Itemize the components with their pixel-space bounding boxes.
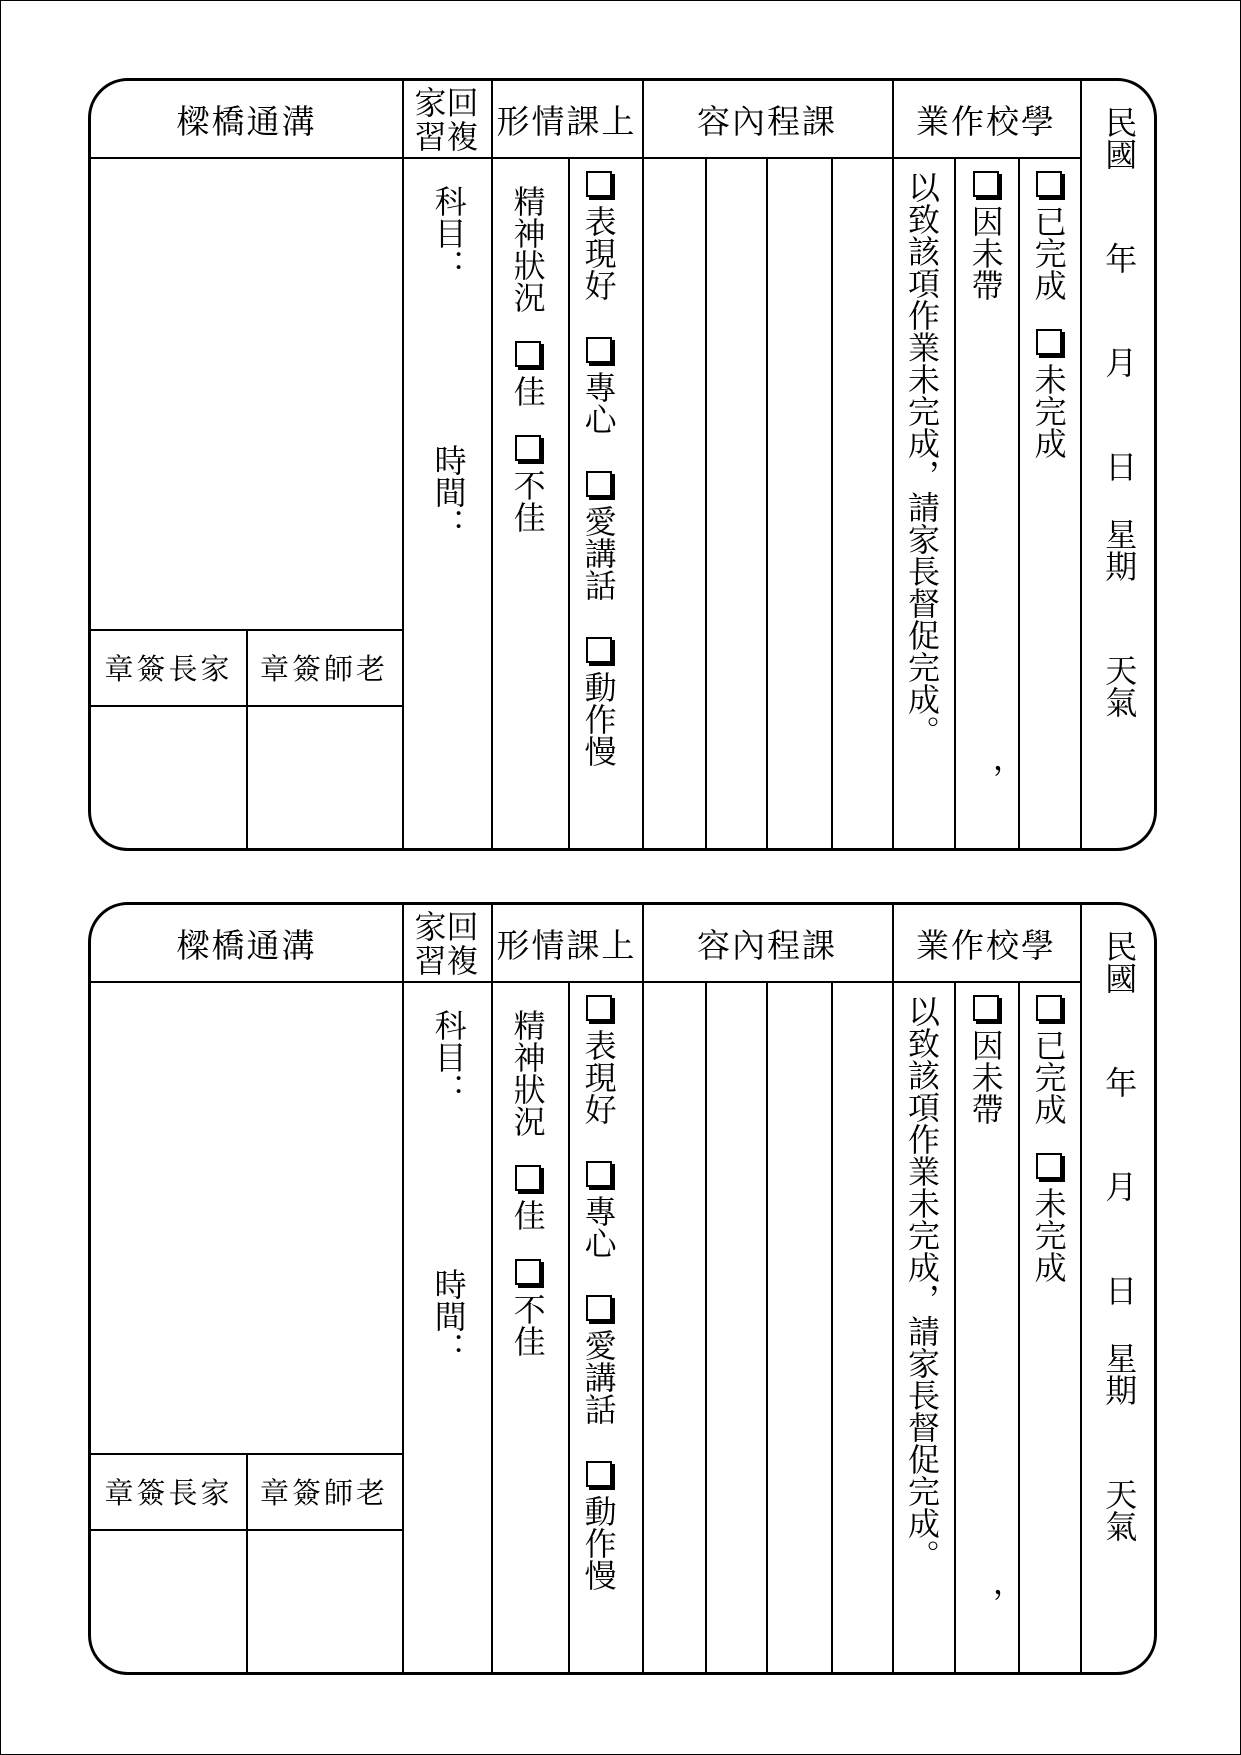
header-divider [91,157,1080,159]
parent-signature-label: 章簽長家 [104,651,233,686]
divider [705,157,707,851]
forgot-checkbox[interactable] [973,995,999,1021]
header-homework: 業作校學 [916,925,1056,965]
good-label: 表現好 [579,1029,618,1125]
divider [491,905,493,1675]
date-weather: 天氣 [1100,1478,1139,1542]
date-weekday: 星期 [1100,518,1139,582]
homework-notice: 以致該項作業未完成，請家長督促完成。 [903,171,941,747]
done-checkbox[interactable] [1036,171,1062,197]
good-label: 表現好 [579,205,618,301]
header-class-status: 形情課上 [496,925,637,965]
not-done-label: 未完成 [1029,363,1068,459]
divider [491,81,493,851]
date-column [1100,106,1139,718]
contact-book-card-1 [88,78,1157,851]
chatty-label: 愛講話 [579,505,618,601]
forgot-label: 因未帶 [966,1029,1005,1125]
date-weekday: 星期 [1100,1342,1139,1406]
divider [1080,81,1082,851]
homework-notice: 以致該項作業未完成，請家長督促完成。 [903,995,941,1571]
divider [568,981,570,1675]
divider [766,157,768,851]
divider [1018,981,1020,1675]
signature-divider-bottom [91,1529,402,1531]
good-checkbox[interactable] [586,171,612,197]
date-day: 日 [1100,1274,1139,1306]
header-review [402,86,491,154]
divider [831,981,833,1675]
teacher-signature-label: 章簽師老 [259,1475,388,1510]
slow-label: 動作慢 [579,671,618,767]
divider [402,905,404,1675]
fine-label: 佳 [508,375,547,407]
date-weather: 天氣 [1100,654,1139,718]
fine-checkbox[interactable] [515,341,541,367]
chatty-label: 愛講話 [579,1329,618,1425]
focus-label: 專心 [579,371,618,435]
divider [402,81,404,851]
slow-checkbox[interactable] [586,1461,612,1487]
slow-label: 動作慢 [579,1495,618,1591]
done-checkbox[interactable] [1036,995,1062,1021]
header-review-line-2: 習複 [414,942,479,980]
divider [705,981,707,1675]
forgot-column [966,995,1005,1125]
homework-status-column [1029,171,1068,459]
divider [1018,157,1020,851]
forgot-column [966,171,1005,301]
date-min-guo: 民國 [1100,106,1139,170]
divider [568,157,570,851]
poor-checkbox[interactable] [515,435,541,461]
date-month: 月 [1100,1170,1139,1202]
date-year: 年 [1100,1066,1139,1098]
review-subject: 科目： [429,185,468,281]
date-column [1100,930,1139,1542]
forgot-checkbox[interactable] [973,171,999,197]
review-time: 時間： [429,444,468,540]
good-checkbox[interactable] [586,995,612,1021]
spirit-label: 精神狀況 [508,1009,547,1137]
header-course: 容內程課 [697,925,837,965]
homework-status-column [1029,995,1068,1283]
header-homework: 業作校學 [916,101,1056,141]
chatty-checkbox[interactable] [586,1295,612,1321]
focus-checkbox[interactable] [586,337,612,363]
fine-checkbox[interactable] [515,1165,541,1191]
header-review-line-2: 習複 [414,118,479,156]
focus-checkbox[interactable] [586,1161,612,1187]
review-time: 時間： [429,1268,468,1364]
divider [954,157,956,851]
date-min-guo: 民國 [1100,930,1139,994]
spirit-label: 精神狀況 [508,185,547,313]
behaviour-column [579,995,618,1591]
focus-label: 專心 [579,1195,618,1259]
teacher-signature-label: 章簽師老 [259,651,388,686]
divider [954,981,956,1675]
header-review [402,910,491,978]
spirit-column [508,1009,547,1357]
poor-label: 不佳 [508,1293,547,1357]
date-month: 月 [1100,346,1139,378]
header-divider [91,981,1080,983]
header-course: 容內程課 [697,101,837,141]
header-review-line-1: 家回 [414,84,479,122]
header-parent-teacher: 樑橋通溝 [176,101,317,141]
header-review-line-1: 家回 [414,908,479,946]
fine-label: 佳 [508,1199,547,1231]
not-done-checkbox[interactable] [1036,329,1062,355]
divider [831,157,833,851]
divider [642,81,644,851]
header-class-status: 形情課上 [496,101,637,141]
date-day: 日 [1100,450,1139,482]
review-subject: 科目： [429,1009,468,1105]
slow-checkbox[interactable] [586,637,612,663]
divider [766,981,768,1675]
forgot-comma: ， [966,763,1005,795]
divider [892,905,894,1675]
not-done-label: 未完成 [1029,1187,1068,1283]
contact-book-card-2 [88,902,1157,1675]
forgot-label: 因未帶 [966,205,1005,301]
parent-signature-label: 章簽長家 [104,1475,233,1510]
chatty-checkbox[interactable] [586,471,612,497]
header-parent-teacher: 樑橋通溝 [176,925,317,965]
poor-checkbox[interactable] [515,1259,541,1285]
divider [1080,905,1082,1675]
behaviour-column [579,171,618,767]
done-label: 已完成 [1029,1029,1068,1125]
spirit-column [508,185,547,533]
done-label: 已完成 [1029,205,1068,301]
not-done-checkbox[interactable] [1036,1153,1062,1179]
divider [892,81,894,851]
date-year: 年 [1100,242,1139,274]
divider [642,905,644,1675]
signature-divider-bottom [91,705,402,707]
forgot-comma: ， [966,1587,1005,1619]
poor-label: 不佳 [508,469,547,533]
